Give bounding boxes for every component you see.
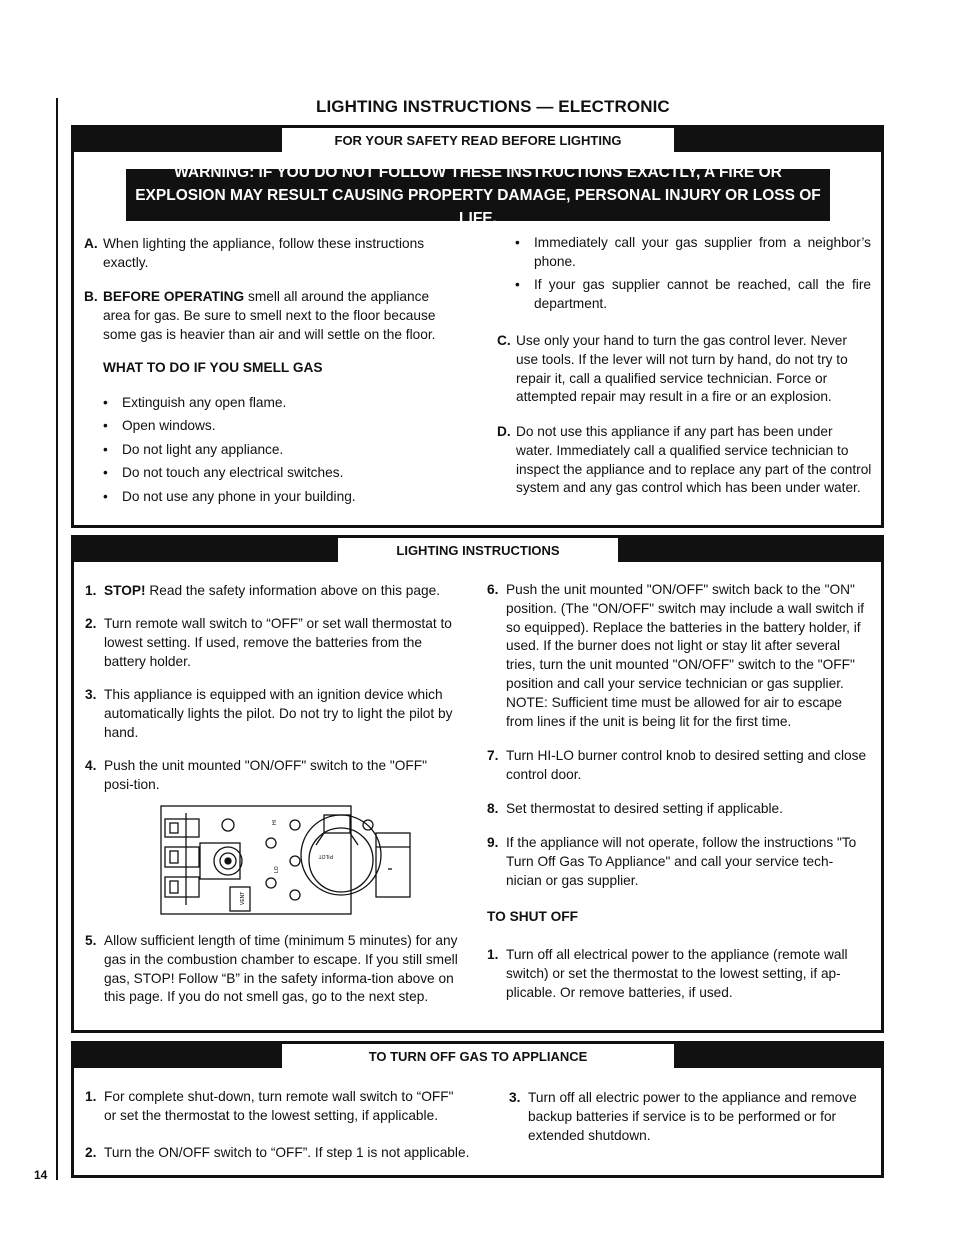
safety-tab: FOR YOUR SAFETY READ BEFORE LIGHTING [282,128,674,152]
safety-item-d: D. Do not use this appliance if any part has been under water. Immediately call a qualified service technician to inspect the appliance and to replace any part of the control system and any gas control which has been under water. [497,424,872,496]
smell-item: • Extinguish any open flame. [103,395,287,410]
smell-gas-heading: WHAT TO DO IF YOU SMELL GAS [103,360,323,375]
warning-banner: WARNING: IF YOU DO NOT FOLLOW THESE INSTRUCTIONS EXACTLY, A FIRE OR EXPLOSION MAY RESULT CAUSING PROPERTY DAMAGE, PERSONAL INJURY OR LOSS OF LIFE. [126,169,830,221]
lighting-step-3: 3. This appliance is equipped with an ignition device which automatically lights the pilot. Do not try to light the pilot by hand. [85,687,453,740]
turn-off-tab: TO TURN OFF GAS TO APPLIANCE [282,1044,674,1068]
valve-label-lo: LO [274,866,280,873]
smell-item: • Do not touch any electrical switches. [103,465,344,480]
smell-item: • Do not use any phone in your building. [103,489,356,504]
shut-off-heading: TO SHUT OFF [487,909,578,924]
lighting-step-2: 2. Turn remote wall switch to “OFF” or set wall thermostat to lowest setting. If used, remove the batteries from the battery holder. [85,616,452,669]
safety-item-b: B. BEFORE OPERATING smell all around the appliance area for gas. Be sure to smell next to the floor because some gas is heavier than air and will settle on the floor. [84,289,436,342]
turn-off-box [71,1041,884,1178]
valve-label-vent: VENT [240,891,246,905]
smell-item: • Open windows. [103,418,216,433]
lighting-step-8: 8. Set thermostat to desired setting if applicable. [487,801,783,816]
lighting-step-5: 5. Allow sufficient length of time (minimum 5 minutes) for any gas in the combustion chamber to escape. If you still smell gas, STOP! Follow “B” in the safety informa-tion above on this page. If you do not smell gas, go to the next step. [85,933,458,1005]
shut-off-step-1: 1. Turn off all electrical power to the appliance (remote wall switch) or set the thermostat to the lowest setting, if ap-plicable. Or remove batteries, if used. [487,947,848,1000]
safety-item-a: A. When lighting the appliance, follow these instructions exactly. [84,236,425,270]
lighting-step-9: 9. If the appliance will not operate, follow the instructions "To Turn Off Gas To Appliance" and call your service tech-nician or gas supplier. [487,835,857,888]
safety-item-c: C. Use only your hand to turn the gas control lever. Never use tools. If the lever will not turn by hand, do not try to repair it, call a qualified service technician. Force or attempted repair may result in a fire or an explosion. [497,333,848,405]
valve-label-hi: HI [272,820,278,825]
turn-off-step-3: 3. Turn off all electric power to the appliance and remove backup batteries if service is to be performed or for extended shutdown. [509,1090,857,1143]
smell-item: • Do not light any appliance. [103,442,284,457]
valve-label-pilot: PILOT [318,853,333,859]
lighting-box [71,535,884,1033]
page-title: LIGHTING INSTRUCTIONS — ELECTRONIC [316,97,670,116]
right-bullet: • Immediately call your gas supplier from a neighbor’s phone. [515,235,871,269]
margin-rule [56,98,58,1180]
turn-off-step-1: 1. For complete shut-down, turn remote wall switch to “OFF" or set the thermostat to the lowest setting, if applicable. [85,1089,454,1123]
page-number: 14 [34,1168,48,1182]
lighting-step-7: 7. Turn HI-LO burner control knob to desired setting and close control door. [487,748,867,782]
turn-off-step-2: 2. Turn the ON/OFF switch to “OFF”. If step 1 is not applicable. [85,1145,470,1160]
lighting-step-4: 4. Push the unit mounted "ON/OFF" switch to the "OFF" posi-tion. [85,758,427,792]
right-bullet: • If your gas supplier cannot be reached, call the fire department. [515,277,871,311]
safety-box [71,125,884,528]
gas-valve-diagram [158,803,414,919]
lighting-step-1: 1. STOP! Read the safety information above on this page. [85,583,441,598]
lighting-tab: LIGHTING INSTRUCTIONS [338,538,618,562]
lighting-step-6: 6. Push the unit mounted "ON/OFF" switch back to the "ON" position. (The "ON/OFF" switch may include a wall switch if so equipped). Replace the batteries in the battery holder, if used. If the burner does not light or stay lit after several tries, turn the unit mounted "ON/OFF" switch to the "OFF" position and call your service technician or gas supplier. NOTE: Sufficient time must be allowed for air to escape from lines if the unit is being lit for the first time. [487,582,865,729]
